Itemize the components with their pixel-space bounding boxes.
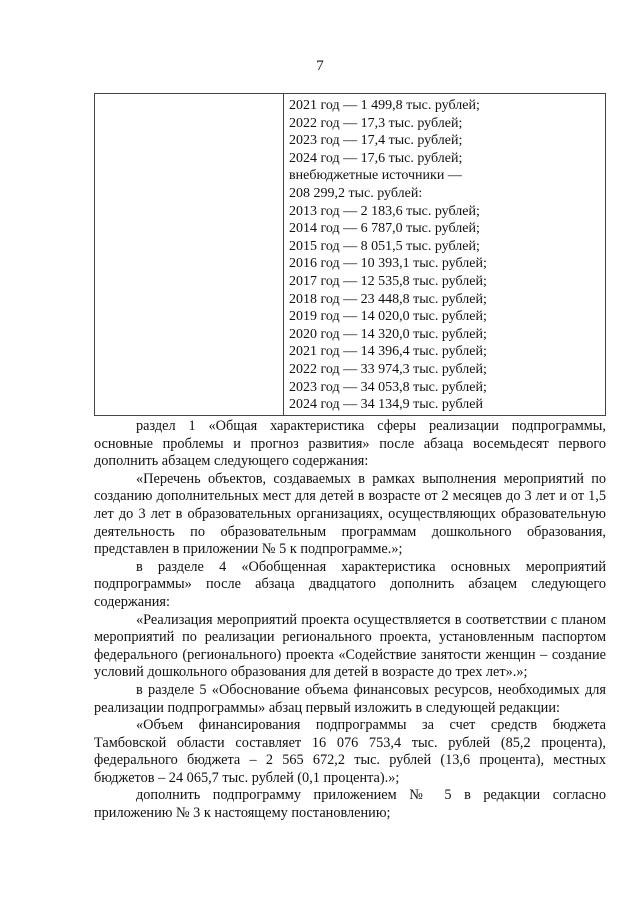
paragraph: «Перечень объектов, создаваемых в рамках выполнения мероприятий по созданию дополнительных мест для детей в возрасте от 2 месяцев до 3 лет и от 1,5 лет до 3 лет в образовательных организациях, осуществляющих образовательную деятельность по образовательным программам дошкольного образования, представлен в приложении № 5 к подпрограмме.»; bbox=[94, 470, 606, 558]
funding-line: внебюджетные источники — bbox=[289, 168, 462, 184]
funding-table bbox=[94, 93, 606, 416]
funding-line: 2018 год — 23 448,8 тыс. рублей; bbox=[289, 291, 487, 307]
table-column-divider bbox=[283, 94, 284, 415]
funding-line: 2013 год — 2 183,6 тыс. рублей; bbox=[289, 203, 480, 219]
funding-line: 2024 год — 34 134,9 тыс. рублей bbox=[289, 397, 483, 413]
paragraph: в разделе 5 «Обоснование объема финансовых ресурсов, необходимых для реализации подпрограммы» абзац первый изложить в следующей редакции: bbox=[94, 681, 606, 716]
funding-line: 2020 год — 14 320,0 тыс. рублей; bbox=[289, 326, 487, 342]
page-number: 7 bbox=[316, 58, 324, 74]
paragraph: «Объем финансирования подпрограммы за счет средств бюджета Тамбовской области составляет 16 076 753,4 тыс. рублей (85,2 процента), федерального бюджета – 2 565 672,2 тыс. рублей (13,6 процента), местных бюджетов – 24 065,7 тыс. рублей (0,1 процента).»; bbox=[94, 717, 606, 786]
funding-line: 2015 год — 8 051,5 тыс. рублей; bbox=[289, 238, 480, 254]
funding-line: 2023 год — 34 053,8 тыс. рублей; bbox=[289, 379, 487, 395]
funding-line: 2017 год — 12 535,8 тыс. рублей; bbox=[289, 273, 487, 289]
funding-line: 2022 год — 17,3 тыс. рублей; bbox=[289, 115, 463, 131]
funding-line: 2021 год — 14 396,4 тыс. рублей; bbox=[289, 344, 487, 360]
funding-line: 2021 год — 1 499,8 тыс. рублей; bbox=[289, 98, 480, 113]
funding-line: 208 299,2 тыс. рублей: bbox=[289, 185, 423, 201]
paragraph: в разделе 4 «Обобщенная характеристика основных мероприятий подпрограммы» после абзаца двадцатого дополнить абзацем следующего содержания: bbox=[94, 558, 606, 610]
funding-line: 2016 год — 10 393,1 тыс. рублей; bbox=[289, 256, 487, 272]
funding-line: 2024 год — 17,6 тыс. рублей; bbox=[289, 150, 463, 166]
paragraph: «Реализация мероприятий проекта осуществляется в соответствии с планом мероприятий по реализации регионального проекта, установленным паспортом федерального (регионального) проекта «Содействие занятости женщин – создание условий дошкольного образования для детей в возрасте до трех лет».»; bbox=[94, 611, 606, 681]
funding-line: 2023 год — 17,4 тыс. рублей; bbox=[289, 133, 463, 149]
document-body bbox=[94, 418, 606, 823]
funding-line: 2019 год — 14 020,0 тыс. рублей; bbox=[289, 309, 487, 325]
funding-line: 2014 год — 6 787,0 тыс. рублей; bbox=[289, 221, 480, 237]
paragraph: дополнить подпрограмму приложением № 5 в редакции согласно приложению № 3 к настоящему постановлению; bbox=[94, 787, 606, 822]
paragraph: раздел 1 «Общая характеристика сферы реализации подпрограммы, основные проблемы и прогноз развития» после абзаца восемьдесят первого дополнить абзацем следующего содержания: bbox=[94, 418, 606, 470]
funding-cell bbox=[289, 97, 601, 414]
funding-line: 2022 год — 33 974,3 тыс. рублей; bbox=[289, 361, 487, 377]
